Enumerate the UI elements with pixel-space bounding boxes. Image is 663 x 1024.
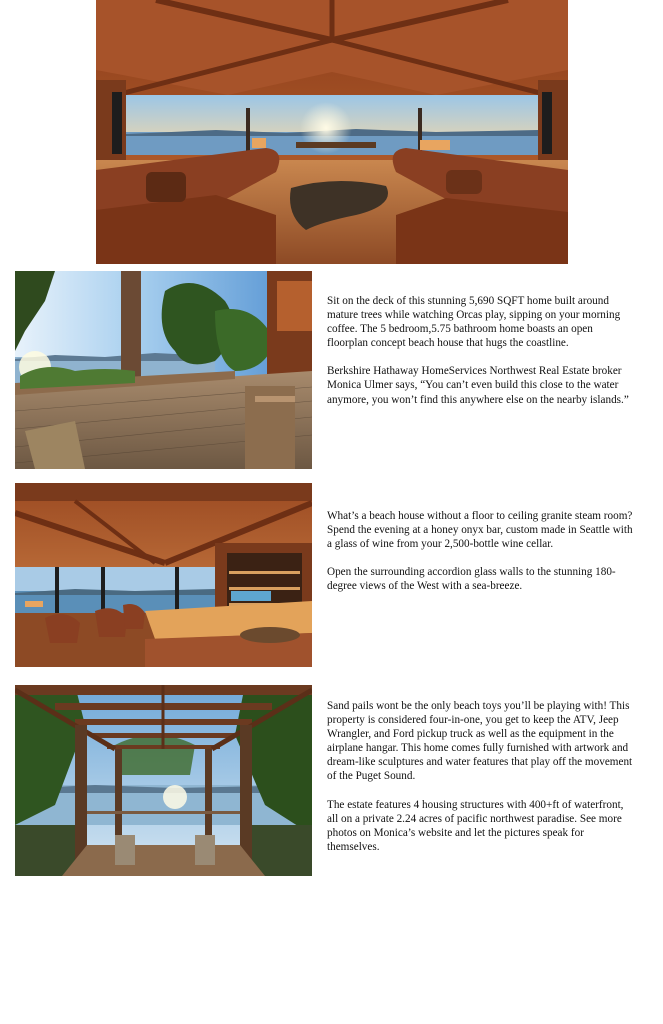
deck-photo <box>15 271 312 469</box>
article-section-1 <box>327 294 633 421</box>
paragraph: Open the surrounding accordion glass walls to the stunning 180-degree views of the West with a sea-breeze. <box>327 566 616 593</box>
pergola-photo <box>15 685 312 876</box>
paragraph: The estate features 4 housing structures with 400+ft of waterfront, all on a private 2.24 acres of pacific northwest paradise. See more photos on Monica’s website and let the pictures speak for themselves. <box>327 798 624 853</box>
article-section-3 <box>327 699 633 868</box>
paragraph: Berkshire Hathaway HomeServices Northwest Real Estate broker Monica Ulmer says, “You can’t even build this close to the water anymore, you won’t find this anywhere else on the nearby islands.” <box>327 365 629 406</box>
article-section-2 <box>327 509 633 607</box>
paragraph: Sand pails wont be the only beach toys you’ll be playing with! This property is considered four-in-one, you get to keep the ATV, Jeep Wrangler, and Ford pickup truck as well as the equipment in the airplane hangar. This home comes fully furnished with artwork and dream-like sculptures and water features that play off the movement of the Puget Sound. <box>327 700 633 783</box>
paragraph: What’s a beach house without a floor to ceiling granite steam room? Spend the evening at a honey onyx bar, custom made in Seattle with a glass of wine from your 2,500-bottle wine cellar. <box>327 510 633 551</box>
bar-photo <box>15 483 312 667</box>
paragraph: Sit on the deck of this stunning 5,690 SQFT home built around mature trees while watching Orcas play, sipping on your morning coffee. The 5 bedroom,5.75 bathroom home boasts an open floorplan concept beach house that hugs the coastline. <box>327 295 621 350</box>
living-room-photo <box>96 0 568 264</box>
